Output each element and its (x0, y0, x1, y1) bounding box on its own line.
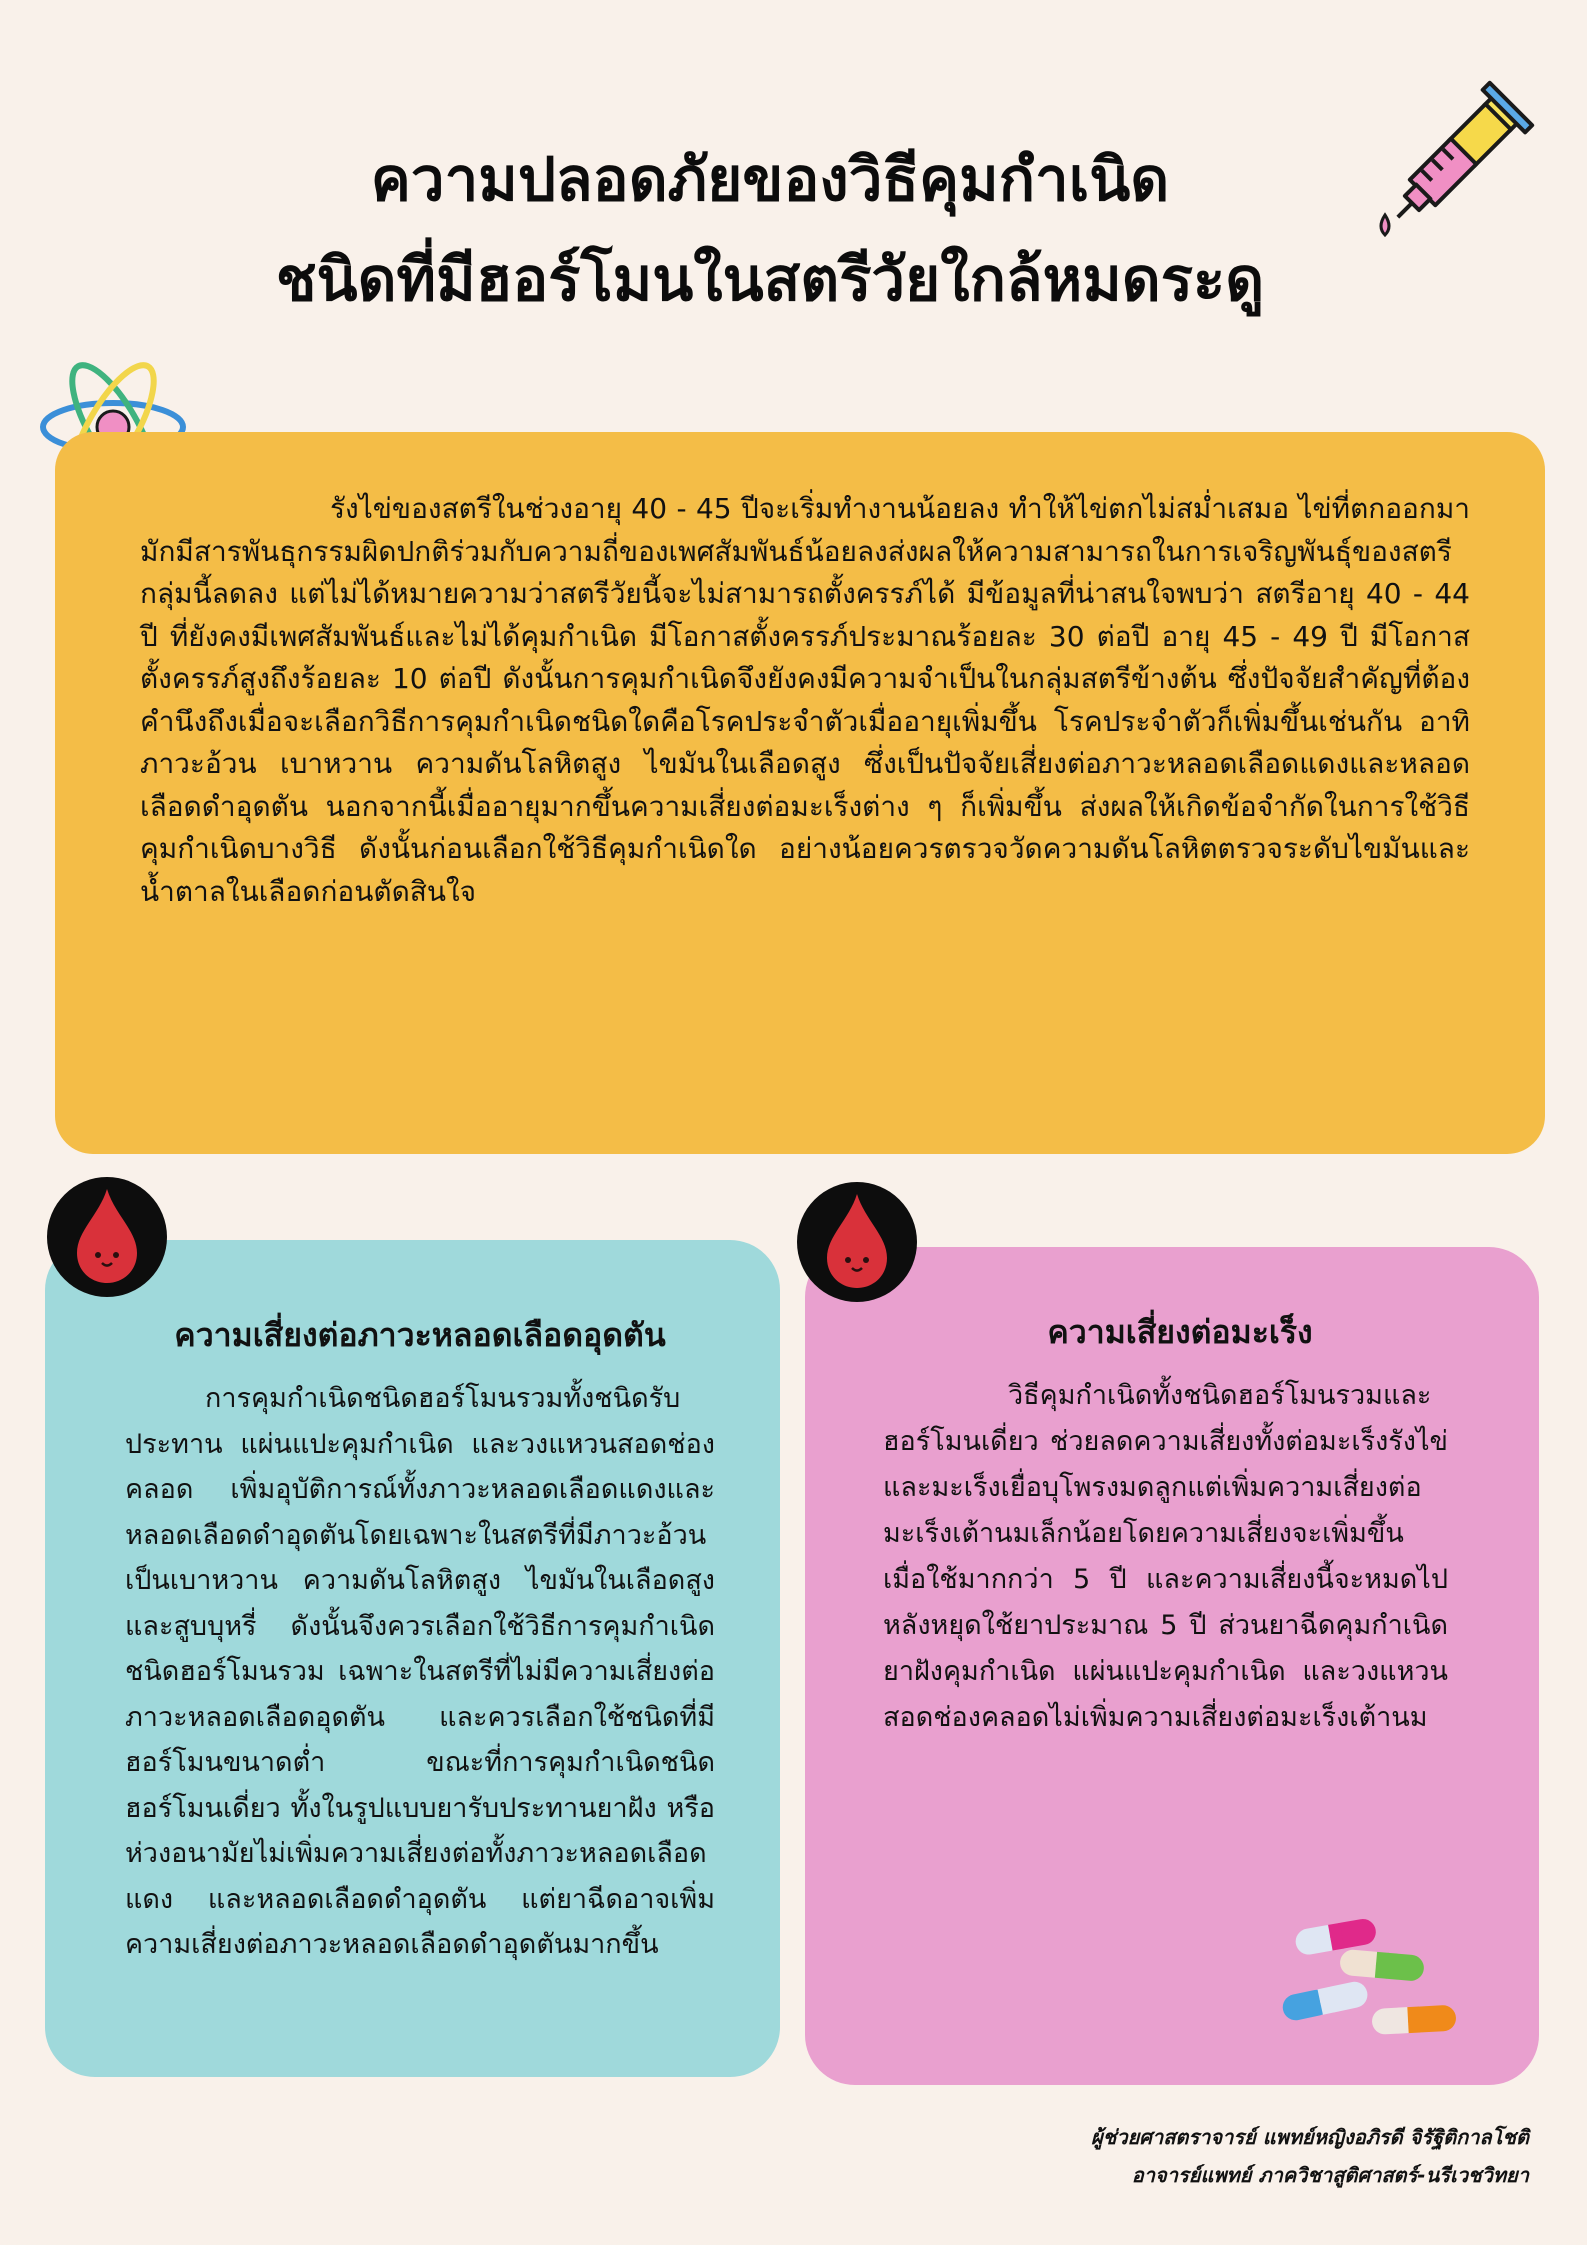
author-credit (1091, 2118, 1529, 2194)
title-line-2: ชนิดที่มีฮอร์โมนในสตรีวัยใกล้หมดระดู (275, 245, 1265, 315)
pills-icon (1280, 1905, 1470, 2055)
thrombosis-heading: ความเสี่ยงต่อภาวะหลอดเลือดอุดตัน (174, 1316, 666, 1354)
page-title (100, 130, 1440, 330)
cancer-paragraph: วิธีคุมกำเนิดทั้งชนิดฮอร์โมนรวมและฮอร์โมนเดี่ยว ช่วยลดความเสี่ยงทั้งต่อมะเร็งรังไข่และมะเร็งเยื่อบุโพรงมดลูกแต่เพิ่มความเสี่ยงต่อมะเร็งเต้านมเล็กน้อยโดยความเสี่ยงจะเพิ่มขึ้น เมื่อใช้มากกว่า 5 ปี และความเสี่ยงนี้จะหมดไปหลังหยุดใช้ยาประมาณ 5 ปี ส่วนยาฉีดคุมกำเนิดยาฝังคุมกำเนิด แผ่นแปะคุมกำเนิด และวงแหวนสอดช่องคลอดไม่เพิ่มความเสี่ยงต่อมะเร็งเต้านม (883, 1380, 1448, 1733)
intro-paragraph: รังไข่ของสตรีในช่วงอายุ 40 - 45 ปีจะเริ่มทำงานน้อยลง ทำให้ไข่ตกไม่สม่ำเสมอ ไข่ที่ตกออกมามักมีสารพันธุกรรมผิดปกติร่วมกับความถี่ของเพศสัมพันธ์น้อยลงส่งผลให้ความสามารถในการเจริญพันธุ์ของสตรีกลุ่มนี้ลดลง แต่ไม่ได้หมายความว่าสตรีวัยนี้จะไม่สามารถตั้งครรภ์ได้ มีข้อมูลที่น่าสนใจพบว่า สตรีอายุ 40 - 44 ปี ที่ยังคงมีเพศสัมพันธ์และไม่ได้คุมกำเนิด มีโอกาสตั้งครรภ์ประมาณร้อยละ 30 ต่อปี อายุ 45 - 49 ปี มีโอกาสตั้งครรภ์สูงถึงร้อยละ 10 ต่อปี ดังนั้นการคุมกำเนิดจึงยังคงมีความจำเป็นในกลุ่มสตรีข้างต้น ซึ่งปัจจัยสำคัญที่ต้องคำนึงถึงเมื่อจะเลือกวิธีการคุมกำเนิดชนิดใดคือโรคประจำตัวเมื่ออายุเพิ่มขึ้น โรคประจำตัวก็เพิ่มขึ้นเช่นกัน อาทิ ภาวะอ้วน เบาหวาน ความดันโลหิตสูง ไขมันในเลือดสูง ซึ่งเป็นปัจจัยเสี่ยงต่อภาวะหลอดเลือดแดงและหลอดเลือดดำอุดตัน นอกจากนี้เมื่ออายุมากขึ้นความเสี่ยงต่อมะเร็งต่าง ๆ ก็เพิ่มขึ้น ส่งผลให้เกิดข้อจำกัดในการใช้วิธีคุมกำเนิดบางวิธี ดังนั้นก่อนเลือกใช้วิธีคุมกำเนิดใด อย่างน้อยควรตรวจวัดความดันโลหิตตรวจระดับไขมันและน้ำตาลในเลือดก่อนตัดสินใจ (140, 492, 1470, 908)
blood-drop-icon (45, 1175, 170, 1300)
author-affiliation: อาจารย์แพทย์ ภาควิชาสูติศาสตร์-นรีเวชวิทยา (1131, 2163, 1529, 2187)
syringe-icon (1360, 50, 1570, 250)
cancer-heading: ความเสี่ยงต่อมะเร็ง (1047, 1313, 1313, 1351)
blood-drop-icon (795, 1180, 920, 1305)
thrombosis-paragraph: การคุมกำเนิดชนิดฮอร์โมนรวมทั้งชนิดรับประทาน แผ่นแปะคุมกำเนิด และวงแหวนสอดช่องคลอด เพิ่มอุบัติการณ์ทั้งภาวะหลอดเลือดแดงและหลอดเลือดดำอุดตันโดยเฉพาะในสตรีที่มีภาวะอ้วน เป็นเบาหวาน ความดันโลหิตสูง ไขมันในเลือดสูง และสูบบุหรี่ ดังนั้นจึงควรเลือกใช้วิธีการคุมกำเนิดชนิดฮอร์โมนรวม เฉพาะในสตรีที่ไม่มีความเสี่ยงต่อภาวะหลอดเลือดอุดตัน และควรเลือกใช้ชนิดที่มีฮอร์โมนขนาดต่ำ ขณะที่การคุมกำเนิดชนิดฮอร์โมนเดี่ยว ทั้งในรูปแบบยารับประทานยาฝัง หรือห่วงอนามัยไม่เพิ่มความเสี่ยงต่อทั้งภาวะหลอดเลือดแดง และหลอดเลือดดำอุดตัน แต่ยาฉีดอาจเพิ่มความเสี่ยงต่อภาวะหลอดเลือดดำอุดตันมากขึ้น (125, 1383, 715, 1960)
author-name: ผู้ช่วยศาสตราจารย์ แพทย์หญิงอภิรดี จิรัฐิติกาลโชติ (1091, 2125, 1529, 2149)
title-line-1: ความปลอดภัยของวิธีคุมกำเนิด (370, 145, 1170, 215)
